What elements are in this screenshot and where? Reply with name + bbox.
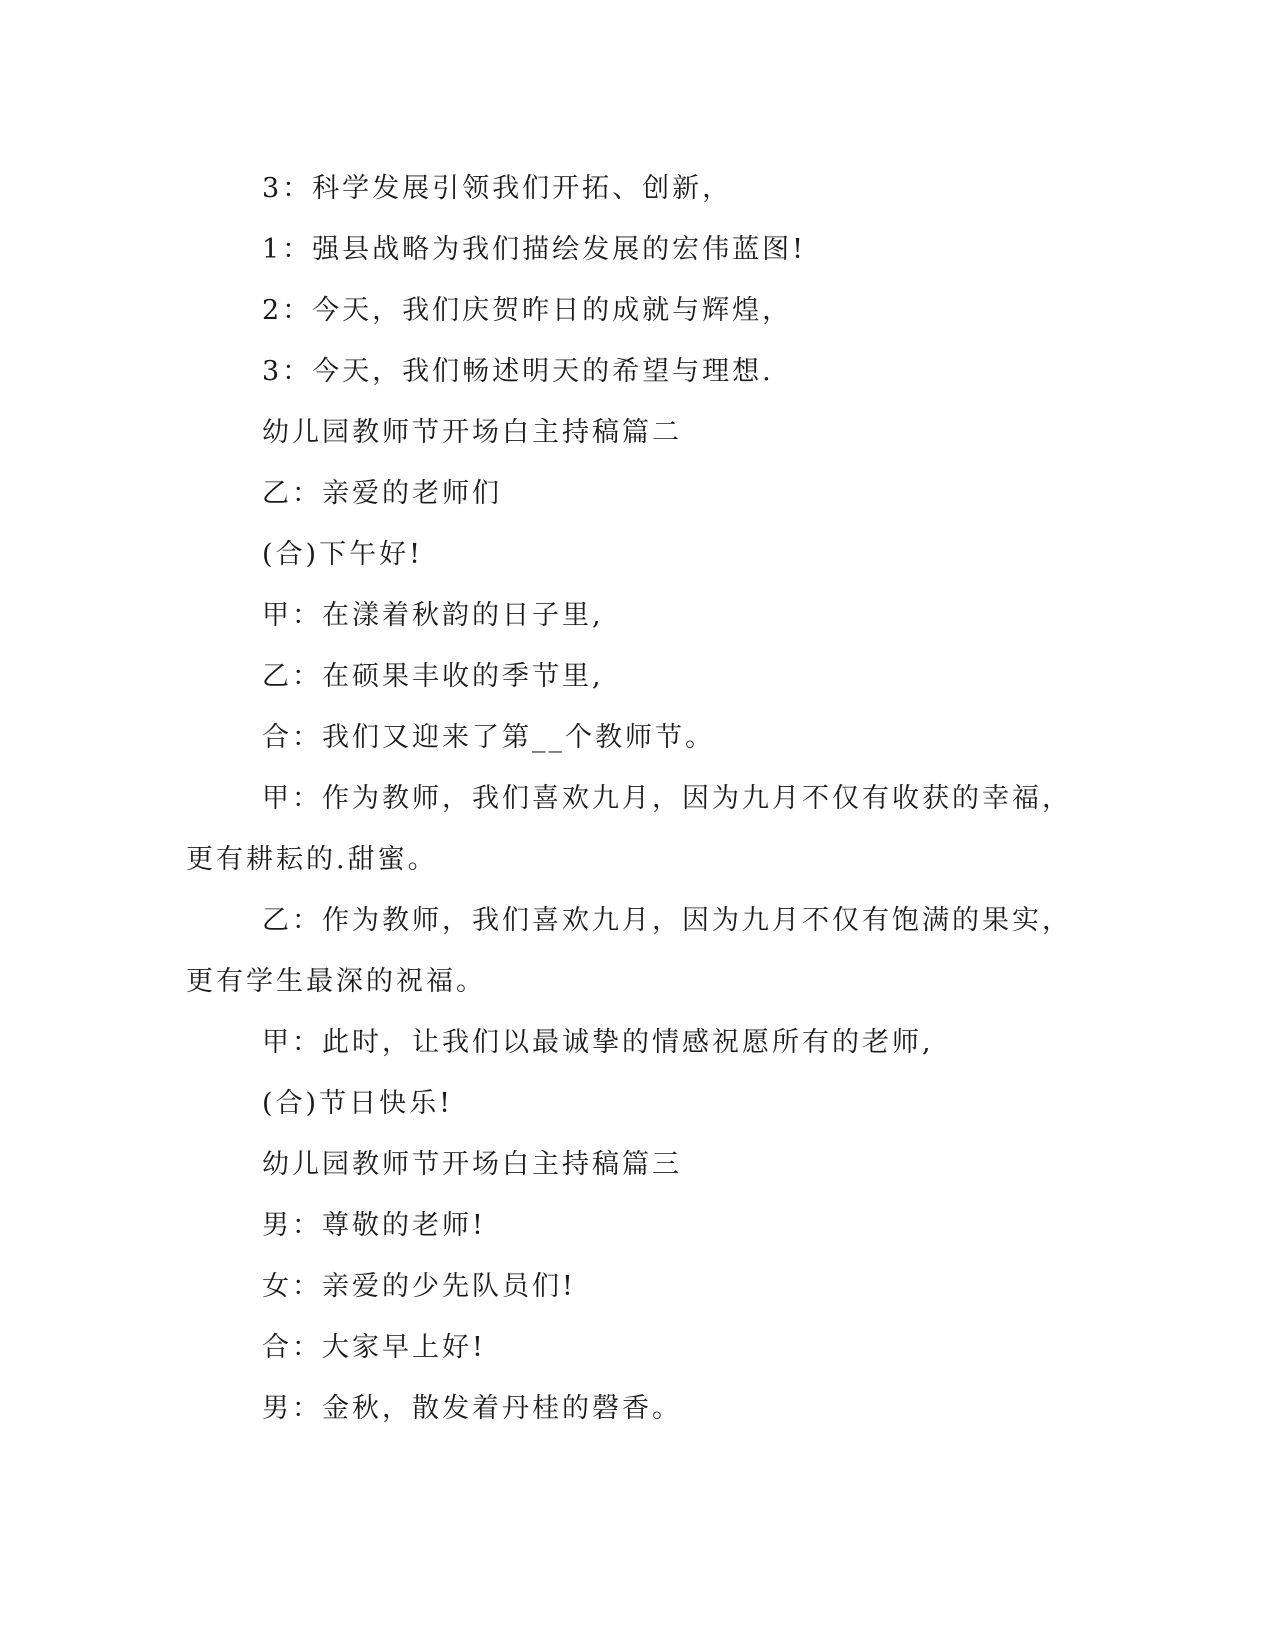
paragraph: 合：我们又迎来了第__个教师节。 xyxy=(262,722,715,753)
paragraph: 甲：在漾着秋韵的日子里, xyxy=(262,600,604,631)
paragraph: 男：尊敬的老师! xyxy=(262,1210,486,1241)
paragraph: 乙：在硕果丰收的季节里, xyxy=(262,661,604,692)
paragraph: 乙：亲爱的老师们 xyxy=(262,478,502,509)
section-heading: 幼儿园教师节开场白主持稿篇二 xyxy=(262,417,682,448)
section-heading: 幼儿园教师节开场白主持稿篇三 xyxy=(262,1149,682,1180)
document-body xyxy=(186,158,1076,1439)
paragraph: 甲：作为教师，我们喜欢九月，因为九月不仅有收获的幸福，更有耕耘的.甜蜜。 xyxy=(186,783,1072,875)
paragraph: 甲：此时，让我们以最诚挚的情感祝愿所有的老师, xyxy=(262,1027,934,1058)
paragraph: (合)节日快乐! xyxy=(262,1088,453,1119)
paragraph: 男：金秋，散发着丹桂的磬香。 xyxy=(262,1393,682,1424)
paragraph: 女：亲爱的少先队员们! xyxy=(262,1271,576,1302)
paragraph: 2：今天，我们庆贺昨日的成就与辉煌， xyxy=(262,295,793,326)
paragraph: 1：强县战略为我们描绘发展的宏伟蓝图! xyxy=(262,234,807,265)
paragraph: 合：大家早上好! xyxy=(262,1332,486,1363)
paragraph: (合)下午好! xyxy=(262,539,423,570)
paragraph: 乙：作为教师，我们喜欢九月，因为九月不仅有饱满的果实，更有学生最深的祝福。 xyxy=(186,905,1072,997)
paragraph: 3：今天，我们畅述明天的希望与理想. xyxy=(262,356,774,387)
paragraph: 3：科学发展引领我们开拓、创新， xyxy=(262,173,733,204)
